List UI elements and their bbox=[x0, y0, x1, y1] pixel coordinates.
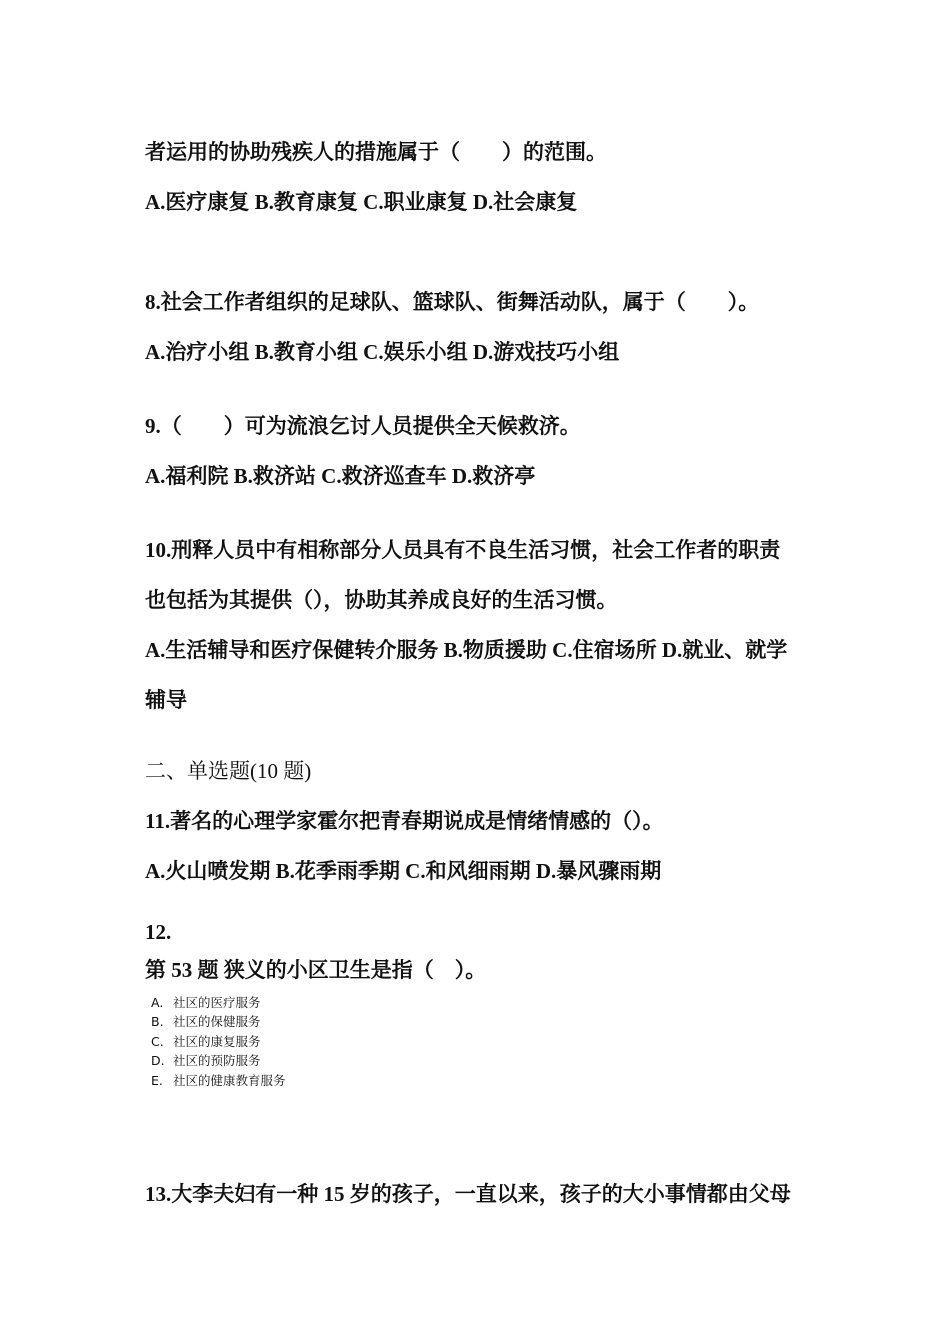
question-13-stem-line1: 13.大李夫妇有一种 15 岁的孩子，一直以来，孩子的大小事情都由父母 bbox=[145, 1182, 791, 1206]
question-9-options: A.福利院 B.救济站 C.救济巡查车 D.救济亭 bbox=[145, 464, 536, 488]
question-12-option-a: A. 社区的医疗服务 bbox=[151, 995, 261, 1010]
question-10-stem-line1: 10.刑释人员中有相称部分人员具有不良生活习惯，社会工作者的职责 bbox=[145, 538, 781, 562]
question-7-stem-tail: 者运用的协助残疾人的措施属于（ ）的范围。 bbox=[145, 140, 607, 164]
question-12-option-d: D. 社区的预防服务 bbox=[151, 1053, 261, 1068]
question-7-options: A.医疗康复 B.教育康复 C.职业康复 D.社会康复 bbox=[145, 190, 578, 214]
question-12-number: 12. bbox=[145, 920, 172, 944]
question-8-options: A.治疗小组 B.教育小组 C.娱乐小组 D.游戏技巧小组 bbox=[145, 340, 620, 364]
question-12-option-c: C. 社区的康复服务 bbox=[151, 1034, 261, 1049]
question-10-stem-line2: 也包括为其提供（），协助其养成良好的生活习惯。 bbox=[145, 588, 618, 612]
question-11-options: A.火山喷发期 B.花季雨季期 C.和风细雨期 D.暴风骤雨期 bbox=[145, 859, 662, 883]
question-8-stem: 8.社会工作者组织的足球队、篮球队、街舞活动队，属于（ ）。 bbox=[145, 290, 760, 314]
question-9-stem: 9.（ ）可为流浪乞讨人员提供全天候救济。 bbox=[145, 414, 581, 438]
question-10-options-line1: A.生活辅导和医疗保健转介服务 B.物质援助 C.住宿场所 D.就业、就学 bbox=[145, 638, 788, 662]
question-12-option-b: B. 社区的保健服务 bbox=[151, 1014, 261, 1029]
section-heading: 二、单选题(10 题) bbox=[145, 759, 312, 783]
question-12-stem: 第 53 题 狭义的小区卫生是指（ ）。 bbox=[145, 958, 487, 982]
question-11-stem: 11.著名的心理学家霍尔把青春期说成是情绪情感的（）。 bbox=[145, 809, 664, 833]
question-10-options-line2: 辅导 bbox=[145, 688, 187, 712]
question-12-option-e: E. 社区的健康教育服务 bbox=[151, 1073, 286, 1088]
